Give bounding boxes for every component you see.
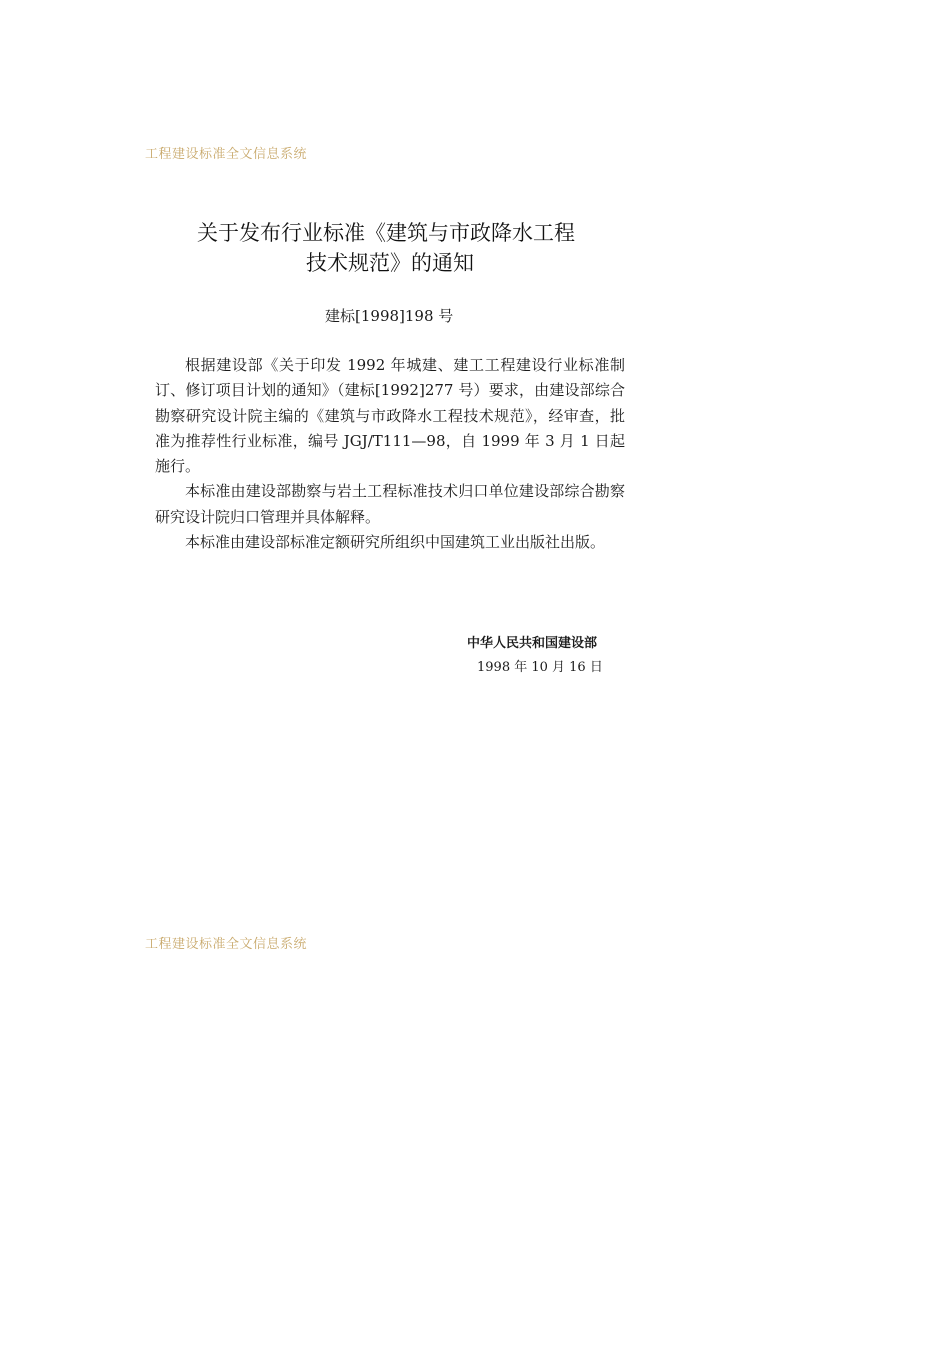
notice-title-line-1: 关于发布行业标准《建筑与市政降水工程	[197, 221, 575, 245]
notice-title-line-2: 技术规范》的通知	[306, 251, 474, 275]
document-number: 建标[1998]198 号	[325, 307, 454, 325]
issue-date: 1998 年 10 月 16 日	[477, 660, 603, 675]
issuing-authority: 中华人民共和国建设部	[467, 636, 598, 651]
notice-title	[155, 218, 625, 278]
body-paragraph: 根据建设部《关于印发 1992 年城建、建工工程建设行业标准制订、修订项目计划的通知》（建标[1992]277 号）要求，由建设部综合勘察研究设计院主编的《建筑与市政降水工程技术规范》，经审查，批准为推荐性行业标准，编号 JGJ/T111—98，自 1999 年 3 月 1 日起施行。	[155, 356, 625, 476]
notice-body	[155, 353, 625, 555]
body-paragraph: 本标准由建设部标准定额研究所组织中国建筑工业出版社出版。	[185, 533, 606, 552]
header-watermark: 工程建设标准全文信息系统	[145, 147, 308, 162]
body-paragraph: 本标准由建设部勘察与岩土工程标准技术归口单位建设部综合勘察研究设计院归口管理并具体解释。	[155, 482, 625, 526]
footer-watermark: 工程建设标准全文信息系统	[145, 937, 308, 952]
